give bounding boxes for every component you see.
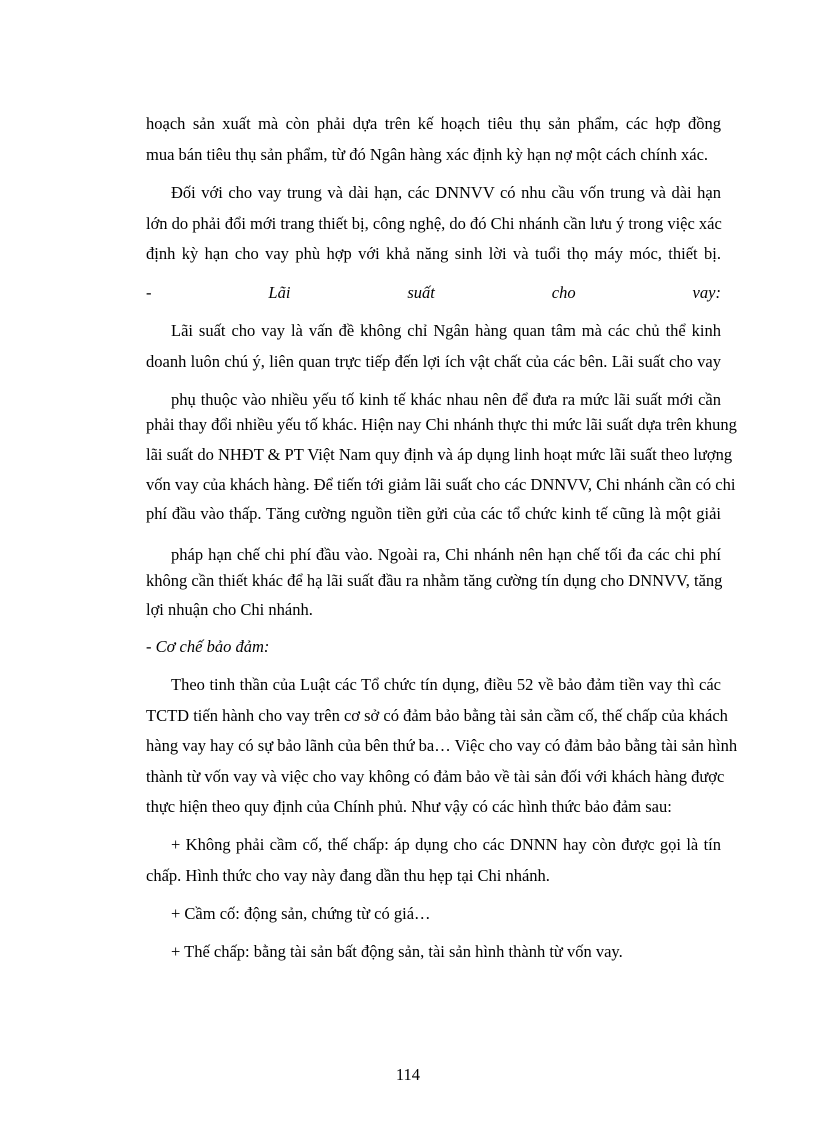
text-line: TCTD tiến hành cho vay trên cơ sở có đảm bảo bằng tài sản cầm cố, thế chấp của khách bbox=[146, 706, 728, 725]
text-line: định kỳ hạn cho vay phù hợp với khả năng sinh lời và tuổi thọ máy móc, thiết bị. bbox=[146, 244, 721, 263]
text-line: Đối với cho vay trung và dài hạn, các DNNVV có nhu cầu vốn trung và dài hạn bbox=[171, 183, 721, 202]
text-line: thực hiện theo quy định của Chính phủ. Như vậy có các hình thức bảo đảm sau: bbox=[146, 797, 672, 816]
bullet-item: + Không phải cầm cố, thế chấp: áp dụng cho các DNNN hay còn được gọi là tín bbox=[171, 835, 721, 854]
text-line: pháp hạn chế chi phí đầu vào. Ngoài ra, Chi nhánh nên hạn chế tối đa các chi phí bbox=[171, 545, 721, 564]
text-line: hoạch sản xuất mà còn phải dựa trên kế hoạch tiêu thụ sản phẩm, các hợp đồng bbox=[146, 114, 721, 133]
heading-word: suất bbox=[407, 283, 435, 302]
heading-word: vay: bbox=[692, 283, 721, 302]
bullet-item: + Thế chấp: bằng tài sản bất động sản, tài sản hình thành từ vốn vay. bbox=[171, 942, 623, 961]
text-line: lãi suất do NHĐT & PT Việt Nam quy định và áp dụng linh hoạt mức lãi suất theo lượng bbox=[146, 445, 733, 464]
text-line: chấp. Hình thức cho vay này đang dần thu hẹp tại Chi nhánh. bbox=[146, 866, 550, 885]
heading-word: Lãi bbox=[268, 283, 291, 302]
text-line: Theo tinh thần của Luật các Tổ chức tín dụng, điều 52 về bảo đảm tiền vay thì các bbox=[171, 675, 721, 694]
text-line: lợi nhuận cho Chi nhánh. bbox=[146, 600, 313, 619]
text-line: lớn do phải đổi mới trang thiết bị, công nghệ, do đó Chi nhánh cần lưu ý trong việc xác bbox=[146, 214, 722, 233]
text-line: phải thay đổi nhiều yếu tố khác. Hiện nay Chi nhánh thực thi mức lãi suất dựa trên khung bbox=[146, 415, 737, 434]
text-line: thành từ vốn vay và việc cho vay không có đảm bảo về tài sản đối với khách hàng được bbox=[146, 767, 725, 786]
text-line: doanh luôn chú ý, liên quan trực tiếp đến lợi ích vật chất của các bên. Lãi suất cho vay bbox=[146, 352, 721, 371]
text-line: hàng vay hay có sự bảo lãnh của bên thứ ba… Việc cho vay có đảm bảo bằng tài sản hình bbox=[146, 736, 738, 755]
text-line: vốn vay của khách hàng. Để tiến tới giảm lãi suất cho các DNNVV, Chi nhánh cần có chi bbox=[146, 475, 736, 494]
bullet-item: + Cầm cố: động sản, chứng từ có giá… bbox=[171, 904, 431, 923]
text-line: không cần thiết khác để hạ lãi suất đầu ra nhằm tăng cường tín dụng cho DNNVV, tăng bbox=[146, 571, 723, 590]
text-line: phụ thuộc vào nhiều yếu tố kinh tế khác nhau nên để đưa ra mức lãi suất mới cần bbox=[171, 390, 721, 409]
heading-dash: - bbox=[146, 283, 152, 302]
interest-rate-heading bbox=[146, 283, 721, 303]
text-line: mua bán tiêu thụ sản phẩm, từ đó Ngân hàng xác định kỳ hạn nợ một cách chính xác. bbox=[146, 145, 709, 164]
collateral-heading: - Cơ chế bảo đảm: bbox=[146, 637, 270, 656]
heading-word: cho bbox=[551, 283, 576, 302]
text-line: Lãi suất cho vay là vấn đề không chỉ Ngân hàng quan tâm mà các chủ thể kinh bbox=[171, 321, 721, 340]
text-line: phí đầu vào thấp. Tăng cường nguồn tiền gửi của các tổ chức kinh tế cũng là một giải bbox=[146, 504, 721, 523]
page-number: 114 bbox=[395, 1065, 421, 1084]
